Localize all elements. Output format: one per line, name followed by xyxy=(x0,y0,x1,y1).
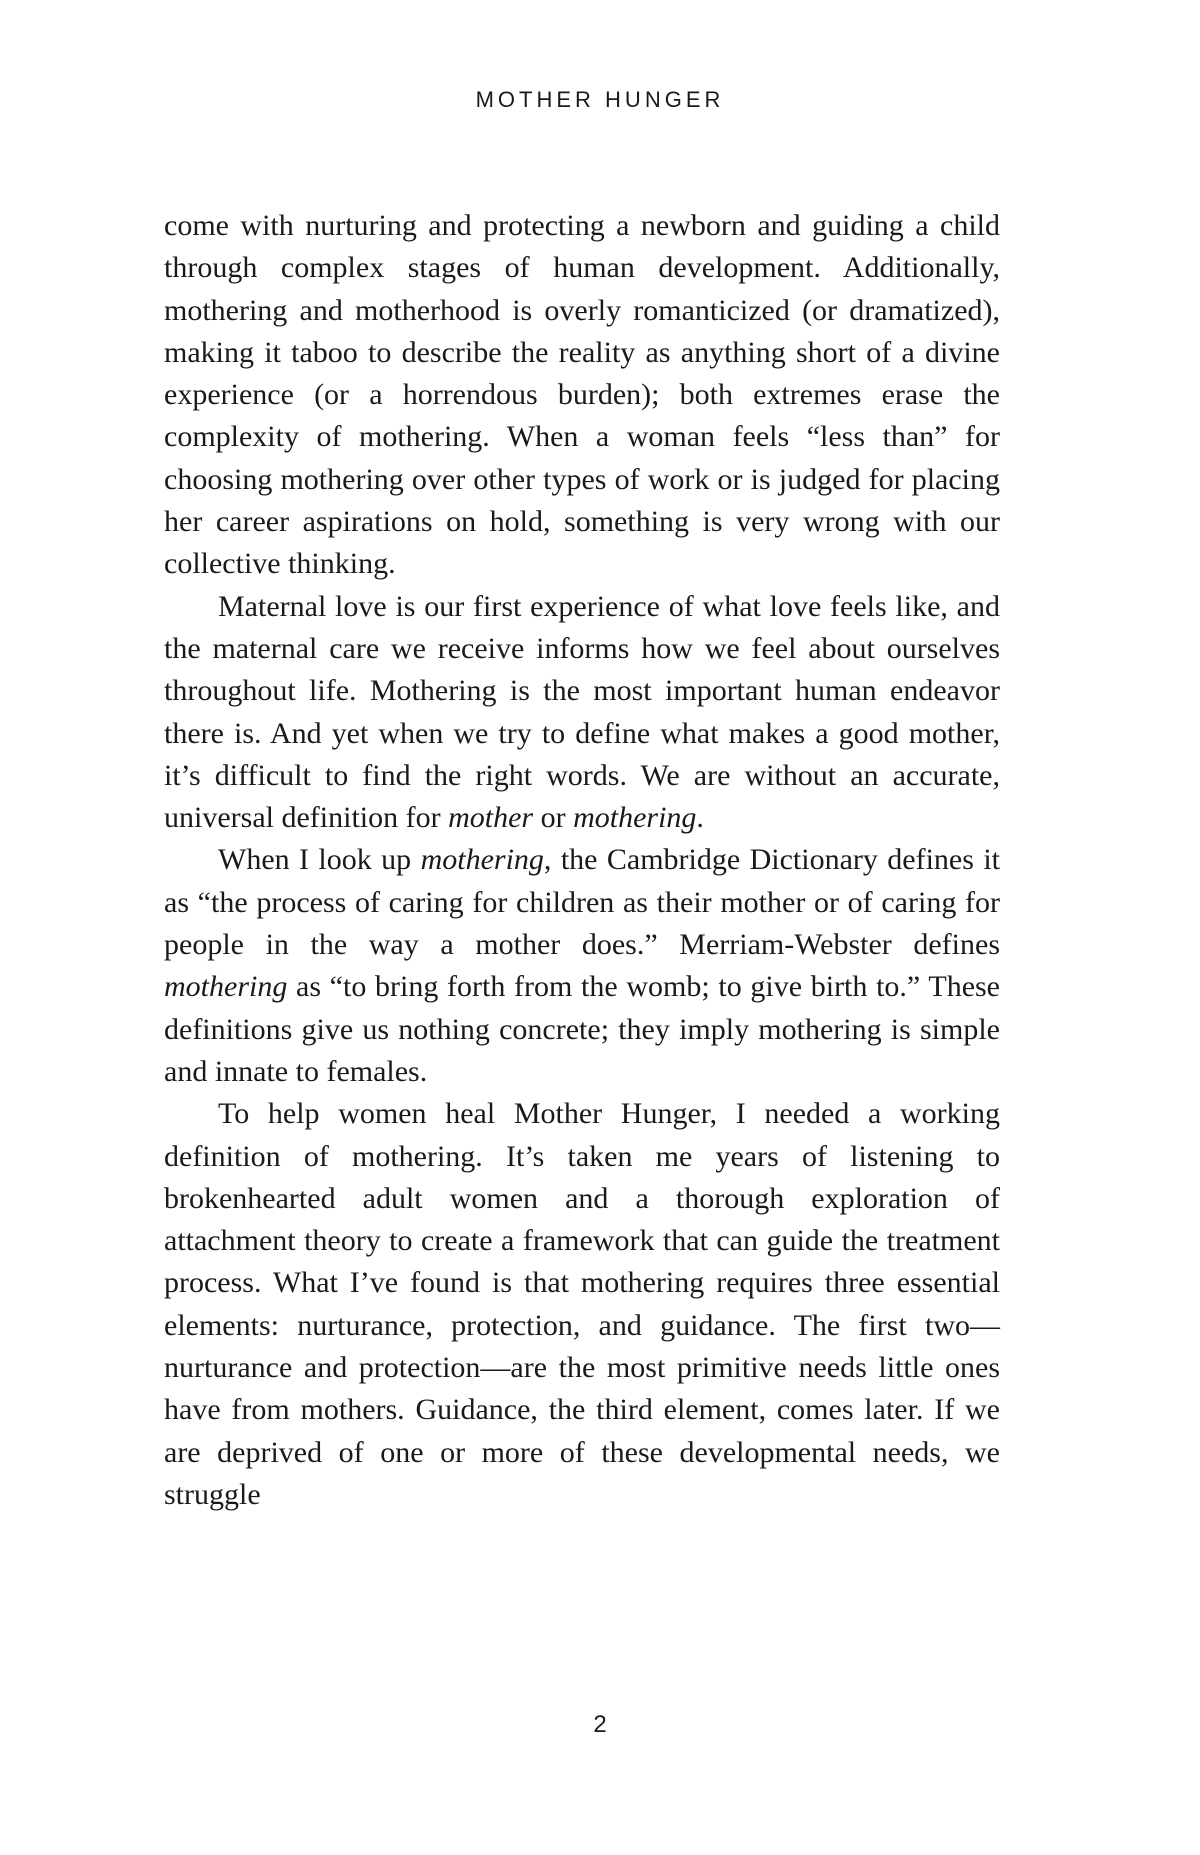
page-number: 2 xyxy=(593,1711,607,1738)
paragraph-2-text-2: or xyxy=(533,801,574,835)
paragraph-1: come with nurturing and protecting a newborn and guiding a child through complex stages of human development. Additionally, mothering and motherhood is overly romanticized (or dramatized), making it taboo to describe the reality as anything short of a divine experience (or a horrendous burden); both extremes erase the complexity of mothering. When a woman feels “less than” for choosing mothering over other types of work or is judged for placing her career aspirations on hold, something is very wrong with our collective thinking. xyxy=(164,209,1000,581)
paragraph-4: To help women heal Mother Hunger, I needed a working definition of mothering. It’s taken me years of listening to brokenhearted adult women and a thorough exploration of attachment theory to create a framework that can guide the treatment process. What I’ve found is that mothering requires three essential elements: nurturance, protection, and guidance. The first two—nurturance and protection—are the most primitive needs little ones have from mothers. Guidance, the third element, comes later. If we are deprived of one or more of these developmental needs, we struggle xyxy=(164,1097,1000,1511)
paragraph-2-text-1: Maternal love is our first experience of what love feels like, and the maternal care we receive informs how we feel about ourselves throughout life. Mothering is the most important human endeavor there is. And yet when we try to define what makes a good mother, it’s difficult to find the right words. We are without an accurate, universal definition for xyxy=(164,589,1000,835)
paragraph-3-emphasis-1: mothering xyxy=(420,843,544,877)
paragraph-2 xyxy=(164,586,1000,840)
paragraph-2-emphasis-2: mothering xyxy=(573,801,697,835)
paragraph-3-text-1: When I look up xyxy=(218,843,421,877)
running-head: MOTHER HUNGER xyxy=(475,87,725,112)
paragraph-2-emphasis-1: mother xyxy=(448,801,534,835)
paragraph-3-text-2: , the Cambridge Dictionary defines it as “the process of caring for children as their mother or of caring for people in the way a mother does.” Merriam-Webster defines xyxy=(164,843,1000,962)
paragraph-3-text-3: as “to bring forth from the womb; to give birth to.” These definitions give us nothing concrete; they imply mothering is simple and innate to females. xyxy=(164,970,1000,1088)
paragraph-3-emphasis-2: mothering xyxy=(164,970,288,1004)
body-text xyxy=(164,205,1000,1516)
paragraph-2-text-3: . xyxy=(696,801,704,835)
paragraph-3 xyxy=(164,839,1000,1093)
